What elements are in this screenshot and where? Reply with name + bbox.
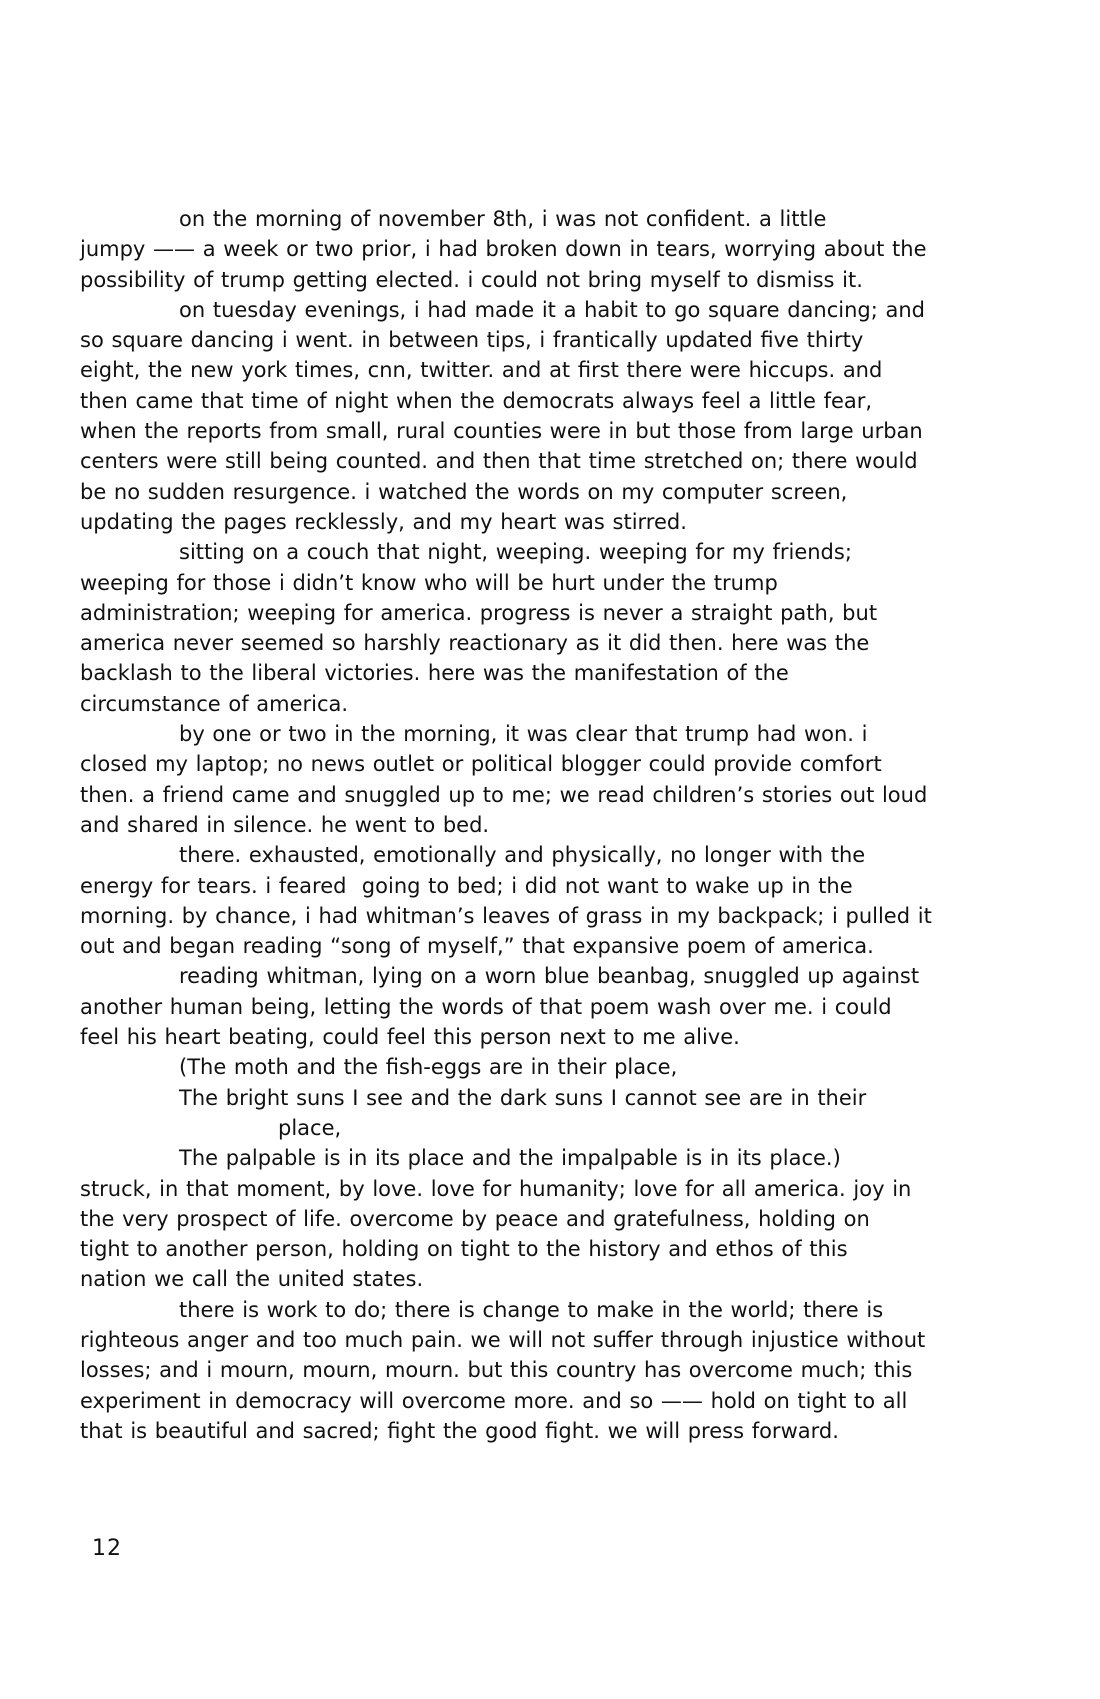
text-line: sitting on a couch that night, weeping. weeping for my friends;: [179, 540, 852, 565]
text-line: struck, in that moment, by love. love for humanity; love for all america. joy in: [80, 1176, 912, 1201]
text-line: when the reports from small, rural counties were in but those from large urban: [80, 419, 923, 444]
text-line: and shared in silence. he went to bed.: [80, 812, 490, 837]
text-line: losses; and i mourn, mourn, mourn. but this country has overcome much; this: [80, 1358, 913, 1383]
page-number: 12: [92, 1536, 122, 1561]
text-line: closed my laptop; no news outlet or political blogger could provide comfort: [80, 752, 882, 777]
text-line: weeping for those i didn’t know who will be hurt under the trump: [80, 570, 778, 595]
text-line: there is work to do; there is change to make in the world; there is: [179, 1297, 884, 1322]
text-line: then. a friend came and snuggled up to me; we read children’s stories out loud: [80, 782, 928, 807]
text-line: by one or two in the morning, it was clear that trump had won. i: [179, 722, 868, 747]
text-line: administration; weeping for america. progress is never a straight path, but: [80, 600, 878, 625]
text-line: experiment in democracy will overcome more. and so —— hold on tight to all: [80, 1388, 908, 1413]
text-line: out and began reading “song of myself,” that expansive poem of america.: [80, 934, 874, 959]
text-line: possibility of trump getting elected. i could not bring myself to dismiss it.: [80, 267, 863, 292]
text-line: backlash to the liberal victories. here was the manifestation of the: [80, 661, 789, 686]
text-line: the very prospect of life. overcome by peace and gratefulness, holding on: [80, 1206, 870, 1231]
text-line: place,: [278, 1115, 342, 1140]
text-line: america never seemed so harshly reactionary as it did then. here was the: [80, 631, 870, 656]
text-line: reading whitman, lying on a worn blue beanbag, snuggled up against: [179, 964, 920, 989]
text-line: The bright suns I see and the dark suns I cannot see are in their: [179, 1085, 867, 1110]
text-line: energy for tears. i feared going to bed; i did not want to wake up in the: [80, 873, 853, 898]
text-line: then came that time of night when the democrats always feel a little fear,: [80, 388, 873, 413]
text-line: morning. by chance, i had whitman’s leaves of grass in my backpack; i pulled it: [80, 903, 932, 928]
text-line: feel his heart beating, could feel this person next to me alive.: [80, 1025, 740, 1050]
text-line: be no sudden resurgence. i watched the words on my computer screen,: [80, 479, 848, 504]
text-line: nation we call the united states.: [80, 1267, 424, 1292]
text-line: righteous anger and too much pain. we will not suffer through injustice without: [80, 1327, 926, 1352]
text-line: The palpable is in its place and the impalpable is in its place.): [179, 1146, 841, 1171]
text-line: circumstance of america.: [80, 691, 349, 716]
body-text: [80, 204, 960, 1446]
text-line: on the morning of november 8th, i was not confident. a little: [179, 207, 827, 231]
text-line: updating the pages recklessly, and my heart was stirred.: [80, 509, 687, 534]
text-line: jumpy —— a week or two prior, i had broken down in tears, worrying about the: [80, 237, 927, 262]
text-line: that is beautiful and sacred; fight the good fight. we will press forward.: [80, 1418, 839, 1443]
text-line: tight to another person, holding on tight to the history and ethos of this: [80, 1237, 848, 1262]
text-line: centers were still being counted. and then that time stretched on; there would: [80, 449, 918, 474]
text-line: so square dancing i went. in between tips, i frantically updated five thirty: [80, 328, 864, 353]
text-line: there. exhausted, emotionally and physically, no longer with the: [179, 843, 866, 868]
text-line: (The moth and the fish-eggs are in their place,: [179, 1055, 678, 1080]
text-line: eight, the new york times, cnn, twitter. and at first there were hiccups. and: [80, 358, 883, 383]
text-line: another human being, letting the words of that poem wash over me. i could: [80, 994, 892, 1019]
text-line: on tuesday evenings, i had made it a habit to go square dancing; and: [179, 297, 925, 322]
